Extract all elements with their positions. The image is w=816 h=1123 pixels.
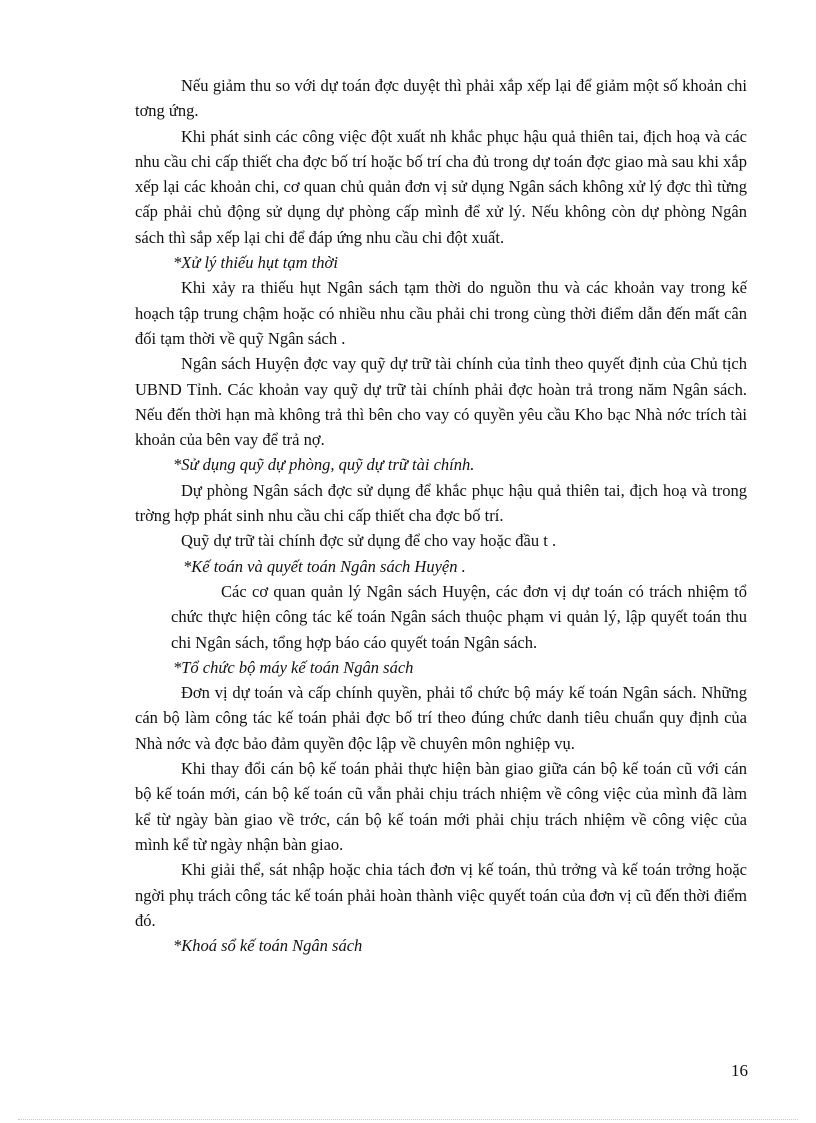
section-heading: *Tổ chức bộ máy kế toán Ngân sách [173,657,414,677]
section-heading: *Sử dụng quỹ dự phòng, quỹ dự trữ tài chính. [173,455,475,475]
page-bottom-divider [18,1119,798,1120]
paragraph: Khi thay đổi cán bộ kế toán phải thực hiện bàn giao giữa cán bộ kế toán cũ với cán bộ kế toán mới, cán bộ kế toán cũ vẫn phải chịu trách nhiệm về công việc của mình đã làm kể từ ngày bàn giao về trớc, cán bộ kế toán mới phải chịu trách nhiệm về công việc của mình kể từ ngày nhận bàn giao. [135,759,747,854]
paragraph: Đơn vị dự toán và cấp chính quyền, phải tổ chức bộ máy kế toán Ngân sách. Những cán bộ làm công tác kế toán phải đợc bố trí theo đúng chức danh tiêu chuẩn quy định của Nhà nớc và đợc bảo đảm quyền độc lập về chuyên môn nghiệp vụ. [135,683,747,753]
paragraph: Quỹ dự trữ tài chính đợc sử dụng để cho vay hoặc đầu t . [181,531,557,551]
section-heading: *Xử lý thiếu hụt tạm thời [173,253,338,273]
paragraph: Khi giải thể, sát nhập hoặc chia tách đơn vị kế toán, thủ trởng và kế toán trởng hoặc ngời phụ trách công tác kế toán phải hoàn thành việc quyết toán của đơn vị cũ đến thời điểm đó. [135,860,747,930]
paragraph: Dự phòng Ngân sách đợc sử dụng để khắc phục hậu quả thiên tai, địch hoạ và trong trờng hợp phát sinh nhu cầu chi cấp thiết cha đợc bố trí. [135,480,747,526]
paragraph: Nếu giảm thu so với dự toán đợc duyệt thì phải xắp xếp lại để giảm một số khoản chi tơng ứng. [135,76,747,121]
paragraph: Ngân sách Huyện đợc vay quỹ dự trữ tài chính của tỉnh theo quyết định của Chủ tịch UBND Tỉnh. Các khoản vay quỹ dự trữ tài chính phải đợc hoàn trả trong năm Ngân sách. Nếu đến thời hạn mà không trả thì bên cho vay có quyền yêu cầu Kho bạc Nhà nớc trích tài khoản của bên vay để trả nợ. [135,354,747,450]
section-heading: *Kế toán và quyết toán Ngân sách Huyện . [183,556,466,576]
page-number: 16 [731,1061,748,1080]
paragraph: Khi xảy ra thiếu hụt Ngân sách tạm thời do nguồn thu và các khoản vay trong kế hoạch tập trung chậm hoặc có nhiều nhu cầu phải chi trong cùng thời điểm dẫn đến mất cân đối tạm thời về quỹ Ngân sách . [135,278,747,348]
paragraph: Khi phát sinh các công việc đột xuất nh khắc phục hậu quả thiên tai, địch hoạ và các nhu cầu chi cấp thiết cha đợc bố trí hoặc bố trí cha đủ trong dự toán đợc giao mà sau khi xắp xếp lại các khoản chi, cơ quan chủ quản đơn vị sử dụng Ngân sách không xử lý đợc thì từng cấp phải chủ động sử dụng dự phòng cấp mình để xử lý. Nếu không còn dự phòng Ngân sách thì sắp xếp lại chi để đáp ứng nhu cầu chi đột xuất. [135,126,747,247]
section-heading: *Khoá sổ kế toán Ngân sách [173,936,363,956]
paragraph: Các cơ quan quản lý Ngân sách Huyện, các đơn vị dự toán có trách nhiệm tổ chức thực hiện công tác kế toán Ngân sách thuộc phạm vi quản lý, lập quyết toán thu chi Ngân sách, tổng hợp báo cáo quyết toán Ngân sách. [171,581,747,652]
document-body [135,73,747,958]
